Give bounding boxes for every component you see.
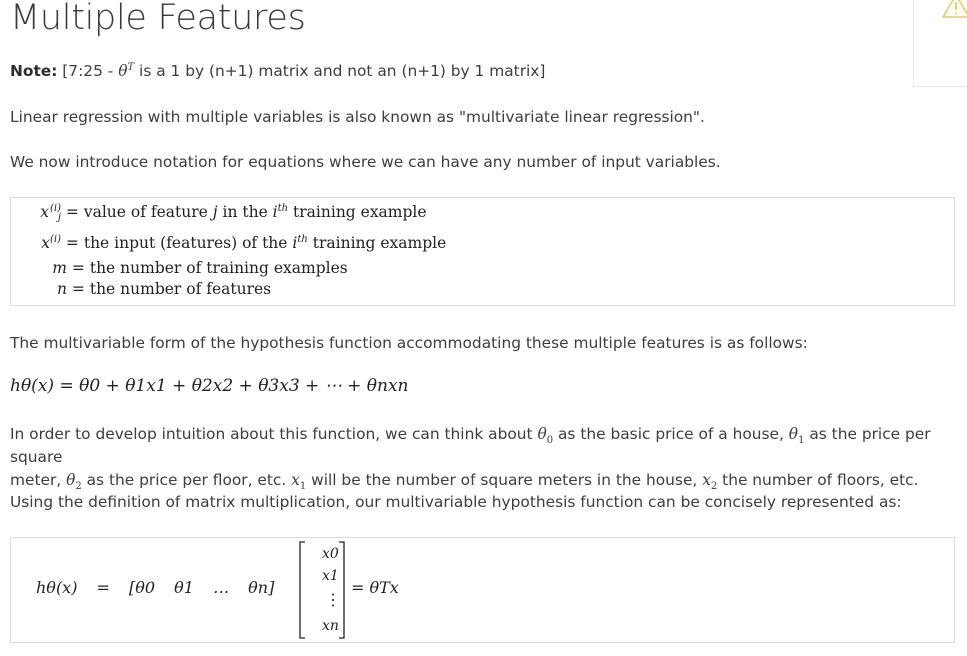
column-vector-entry: xn bbox=[322, 618, 339, 634]
side-panel bbox=[913, 0, 967, 87]
definitions-box bbox=[10, 197, 955, 306]
intro-paragraph: Linear regression with multiple variables is also known as "multivariate linear regression". bbox=[10, 108, 705, 126]
definition-row: x (i) j = value of feature j in the $i^{th}$ training example bbox=[40, 202, 427, 223]
page-title: Multiple Features bbox=[10, 0, 306, 38]
column-vector-entry: x0 bbox=[322, 546, 339, 562]
notation-paragraph: We now introduce notation for equations where we can have any number of input variables. bbox=[10, 153, 721, 171]
matrix-equation-lhs: hθ(x) = [θ0 θ1 … θn] bbox=[36, 578, 275, 597]
matrix-equation-box bbox=[10, 537, 955, 643]
intuition-paragraph: In order to develop intuition about this function, we can think about $\theta_0$ as the basic price of a house, $\theta_1$ as the price per square meter, $\theta_2$ as the price per floor, etc. $x_1$ will be the number of square meters in the house, $x_2$ the number of floors, etc. bbox=[10, 425, 931, 493]
definition-row: $x^{(i)}$ = the input (features) of the $i^{th}$ training example bbox=[41, 233, 447, 252]
column-vector-entry: x1 bbox=[322, 568, 339, 584]
note-prefix: [7:25 - bbox=[57, 62, 119, 80]
definition-row: n = the number of features bbox=[57, 280, 272, 298]
note-theta: θ bbox=[118, 62, 128, 80]
note-label: Note: bbox=[10, 62, 58, 80]
hypothesis-intro-paragraph: The multivariable form of the hypothesis function accommodating these multiple features is as follows: bbox=[10, 334, 808, 352]
matrix-equation-rhs: = θTx bbox=[351, 578, 399, 597]
note-suffix: is a 1 by (n+1) matrix and not an (n+1) by 1 matrix] bbox=[134, 62, 546, 80]
warning-triangle-icon[interactable] bbox=[942, 0, 967, 18]
column-vector-entry: ⋮ bbox=[325, 590, 341, 609]
note-theta-sup: T bbox=[127, 61, 135, 73]
definition-row: m = the number of training examples bbox=[52, 259, 348, 277]
matrix-intro-paragraph: Using the definition of matrix multiplication, our multivariable hypothesis function can be concisely represented as: bbox=[10, 493, 902, 511]
hypothesis-equation: hθ(x) = θ0 + θ1x1 + θ2x2 + θ3x3 + ⋯ + θnxn bbox=[10, 376, 409, 396]
note-paragraph bbox=[10, 60, 545, 83]
